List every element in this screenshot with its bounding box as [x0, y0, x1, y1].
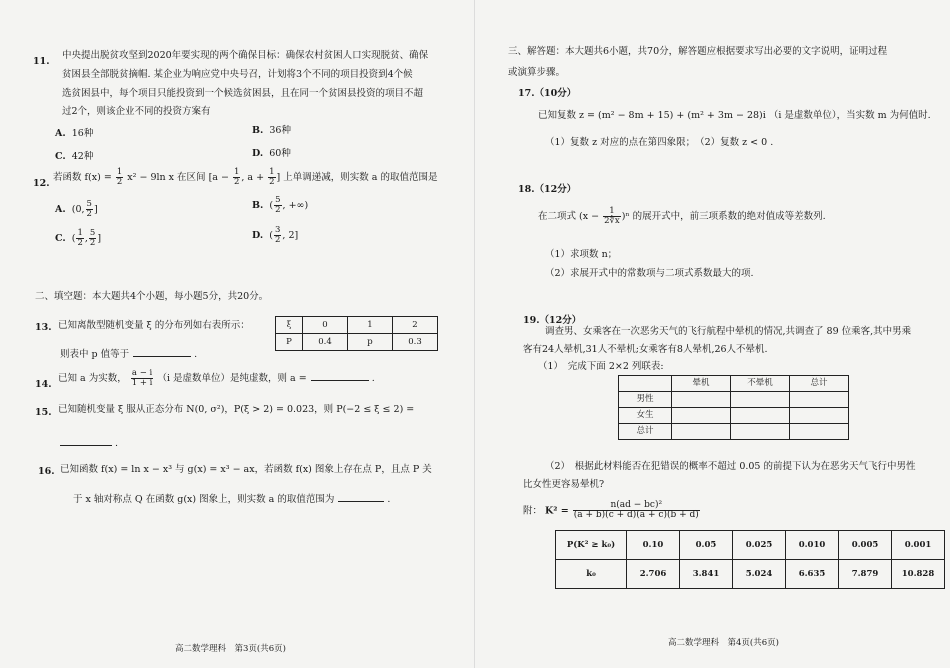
option-label: C.	[55, 232, 66, 244]
numerator: 1	[269, 167, 275, 177]
q18-sub2: （2）求展开式中的常数项与二项式系数最大的项.	[545, 268, 754, 279]
table-row	[556, 560, 945, 589]
option-label: B.	[252, 125, 264, 136]
table-cell: 0.001	[892, 531, 945, 560]
table-row	[619, 408, 849, 424]
fraction	[274, 196, 281, 215]
answer-cell[interactable]	[731, 408, 790, 424]
q18-sub1: （1）求项数 n；	[545, 249, 618, 260]
critical-value-table	[555, 530, 945, 589]
q16-text: 于 x 轴对称点 Q 在函数 g(x) 图象上，则实数 a 的取值范围为	[73, 494, 335, 505]
numerator: 1	[77, 228, 83, 238]
option-text: 42种	[71, 151, 94, 162]
page-footer: 高二数学理科 第3页(共6页)	[175, 644, 286, 654]
numerator: 3	[274, 225, 281, 235]
table-cell: 0.10	[627, 531, 680, 560]
section-3-heading-cont: 或演算步骤。	[508, 67, 566, 78]
table-cell: 总计	[790, 376, 849, 392]
option-text: (0,	[71, 203, 85, 215]
option-label: D.	[252, 229, 264, 241]
q12-number: 12.	[33, 178, 50, 189]
answer-cell[interactable]	[672, 392, 731, 408]
answer-cell[interactable]	[790, 408, 849, 424]
q11-number: 11.	[33, 56, 50, 67]
denominator: 2	[233, 176, 240, 187]
answer-blank[interactable]	[338, 492, 384, 502]
q15-number: 15.	[35, 407, 52, 418]
q18-stem	[538, 207, 826, 226]
table-cell: 7.879	[839, 560, 892, 589]
answer-blank[interactable]	[133, 347, 191, 357]
denominator: (a + b)(c + d)(a + c)(b + d)	[573, 510, 699, 521]
answer-cell[interactable]	[731, 424, 790, 440]
denominator: 2	[269, 176, 275, 187]
q17-text: 已知复数 z = (m² − 8m + 15) + (m² + 3m − 28)i （i 是虚数单位），当实数 m 为何值时.	[538, 110, 931, 121]
q19-heading: 19.（12分）	[523, 315, 582, 326]
q15-answer-line	[60, 436, 118, 450]
section-3-heading: 三、解答题：本大题共6小题，共70分，解答题应根据要求写出必要的文字说明，证明过程	[508, 46, 888, 57]
q17-heading: 17.（10分）	[518, 88, 577, 99]
q11-line4: 过2个，则该企业不同的投资方案有	[62, 106, 211, 117]
fraction	[76, 229, 83, 248]
contingency-table	[618, 375, 849, 440]
table-cell: 晕机	[672, 376, 731, 392]
table-cell: 0	[303, 317, 348, 334]
q19-line3: （1） 完成下面 2×2 列联表:	[538, 361, 664, 372]
formula-lhs: K² =	[545, 505, 569, 517]
denominator: 2	[89, 237, 96, 248]
q12-option-a	[55, 200, 98, 219]
q19-line2: 客有24人晕机,31人不晕机;女乘客有8人晕机,26人不晕机.	[523, 344, 768, 355]
table-cell: k₀	[556, 560, 627, 589]
table-cell: 6.635	[786, 560, 839, 589]
answer-cell[interactable]	[790, 424, 849, 440]
q18-text-post: )ⁿ 的展开式中，前三项系数的绝对值成等差数列.	[621, 210, 826, 222]
table-cell: P(K² ≥ k₀)	[556, 531, 627, 560]
answer-blank[interactable]	[311, 371, 369, 381]
q11-option-b	[252, 125, 291, 137]
option-label: B.	[252, 199, 264, 211]
denominator: 2	[86, 208, 92, 219]
option-text: ,	[84, 232, 88, 244]
q14-text-pre: 已知 a 为实数，	[58, 372, 127, 384]
q16-number: 16.	[38, 466, 55, 477]
numerator: 1	[233, 167, 240, 177]
option-text: 36种	[269, 125, 291, 136]
q11-option-a	[55, 128, 93, 140]
option-text: 16种	[71, 128, 94, 139]
q11-option-c	[55, 151, 93, 163]
q14-stem	[58, 369, 375, 388]
q14-text-post: （i 是虚数单位）是纯虚数，则 a =	[157, 372, 307, 384]
option-label: D.	[252, 148, 264, 159]
numerator: 5	[86, 199, 92, 209]
q12-option-d	[252, 226, 298, 245]
table-cell: ξ	[276, 317, 303, 334]
option-text: , 2]	[282, 229, 299, 241]
answer-blank[interactable]	[60, 436, 112, 446]
table-cell: 0.005	[839, 531, 892, 560]
fraction	[116, 168, 123, 187]
period: .	[194, 349, 198, 360]
fraction	[603, 207, 621, 226]
table-cell: 0.05	[680, 531, 733, 560]
option-text: (	[71, 232, 76, 244]
table-cell: 10.828	[892, 560, 945, 589]
q13-text2	[60, 347, 197, 361]
answer-cell[interactable]	[672, 424, 731, 440]
q11-option-d	[252, 148, 291, 160]
page-footer: 高二数学理科 第4页(共6页)	[668, 638, 779, 648]
table-cell: P	[276, 334, 303, 351]
numerator: 5	[89, 228, 96, 238]
q12-option-c	[55, 229, 101, 248]
fraction	[274, 226, 281, 245]
fraction	[233, 168, 240, 187]
denominator: 2	[116, 176, 123, 187]
table-row	[276, 334, 438, 351]
q19-line1: 调查男、女乘客在一次恶劣天气的飞行航程中晕机的情况,共调查了 89 位乘客,其中男乘	[545, 326, 912, 337]
answer-cell[interactable]	[731, 392, 790, 408]
table-row	[276, 317, 438, 334]
numerator: 1	[116, 167, 123, 177]
denominator: 2	[275, 204, 281, 215]
q14-number: 14.	[35, 379, 52, 390]
option-label: C.	[55, 151, 66, 162]
period: .	[371, 372, 375, 384]
option-text: , +∞)	[282, 199, 309, 211]
q11-line1: 中央提出脱贫攻坚到2020年要实现的两个确保目标：确保农村贫困人口实现脱贫、确保	[62, 50, 429, 61]
q17-subquestions: （1）复数 z 对应的点在第四象限； （2）复数 z < 0 .	[545, 137, 774, 148]
q13-text: 已知离散型随机变量 ξ 的分布列如右表所示：	[58, 320, 250, 331]
table-cell: 0.025	[733, 531, 786, 560]
option-text: ]	[97, 232, 102, 244]
numerator: a − i	[131, 368, 153, 378]
denominator: 2	[77, 237, 83, 248]
option-text: ]	[93, 203, 98, 215]
q12-text-post: ] 上单调递减，则实数 a 的取值范围是	[276, 171, 438, 183]
denominator: 2	[274, 234, 281, 245]
q11-line3: 选贫困县中，每个项目只能投资到一个候选贫困县，且在同一个贫困县投资的项目不超	[62, 88, 424, 99]
section-2-heading: 二、填空题：本大题共4个小题，每小题5分，共20分。	[35, 291, 269, 302]
period: .	[115, 438, 119, 449]
denominator: 1 + i	[131, 377, 153, 388]
q19-formula	[523, 501, 701, 521]
table-cell	[619, 376, 672, 392]
fraction	[86, 200, 93, 219]
q18-heading: 18.（12分）	[518, 184, 577, 195]
fraction	[131, 369, 154, 388]
q16-line2	[73, 492, 390, 506]
numerator: 5	[275, 195, 281, 205]
formula-label: 附：	[523, 505, 543, 517]
table-cell: 总计	[619, 424, 672, 440]
answer-cell[interactable]	[672, 408, 731, 424]
option-label: A.	[55, 128, 66, 139]
q12-text-pre: 若函数 f(x) =	[53, 171, 112, 183]
q15-text: 已知随机变量 ξ 服从正态分布 N(0, σ²)，P(ξ > 2) = 0.023，则 P(−2 ≤ ξ ≤ 2) =	[58, 404, 415, 415]
option-text: (	[269, 199, 274, 211]
answer-cell[interactable]	[790, 392, 849, 408]
table-cell: 不晕机	[731, 376, 790, 392]
q16-line1: 已知函数 f(x) = ln x − x³ 与 g(x) = x³ − ax，若函数 f(x) 图象上存在点 P，且点 P 关	[60, 464, 432, 475]
q11-line2: 贫困县全部脱贫摘帽. 某企业为响应党中央号召，计划将3个不同的项目投资到4个候	[62, 69, 413, 80]
q12-text-mid: x² − 9ln x 在区间 [a −	[127, 171, 229, 183]
period: .	[387, 494, 391, 505]
option-label: A.	[55, 203, 66, 215]
q19-line5: 比女性更容易晕机?	[523, 479, 605, 490]
table-row	[619, 424, 849, 440]
page-4	[475, 0, 950, 668]
option-text: 60种	[269, 148, 291, 159]
q13-blank-label: 则表中 p 值等于	[60, 349, 130, 360]
q13-distribution-table	[275, 316, 438, 351]
table-cell: 5.024	[733, 560, 786, 589]
table-cell: 0.010	[786, 531, 839, 560]
q18-text-pre: 在二项式 (x −	[538, 210, 600, 222]
table-cell: 0.4	[303, 334, 348, 351]
table-cell: 2	[393, 317, 438, 334]
denominator: 2∜x	[604, 215, 620, 226]
table-cell: 1	[348, 317, 393, 334]
table-cell: 2.706	[627, 560, 680, 589]
numerator: n(ad − bc)²	[573, 501, 700, 511]
table-cell: 女生	[619, 408, 672, 424]
q12-stem	[53, 168, 437, 187]
numerator: 1	[603, 207, 621, 217]
q12-text-mid2: , a +	[241, 171, 265, 183]
q19-line4: （2） 根据此材料能否在犯错误的概率不超过 0.05 的前提下认为在恶劣天气飞行中男性	[545, 461, 916, 472]
table-cell: 0.3	[393, 334, 438, 351]
fraction	[268, 168, 275, 187]
table-cell: 3.841	[680, 560, 733, 589]
fraction	[89, 229, 96, 248]
table-row	[619, 376, 849, 392]
q12-option-b	[252, 196, 308, 215]
table-row	[556, 531, 945, 560]
table-cell: p	[348, 334, 393, 351]
table-row	[619, 392, 849, 408]
option-text: (	[269, 229, 273, 241]
q13-number: 13.	[35, 322, 52, 333]
fraction	[573, 501, 700, 521]
table-cell: 男性	[619, 392, 672, 408]
